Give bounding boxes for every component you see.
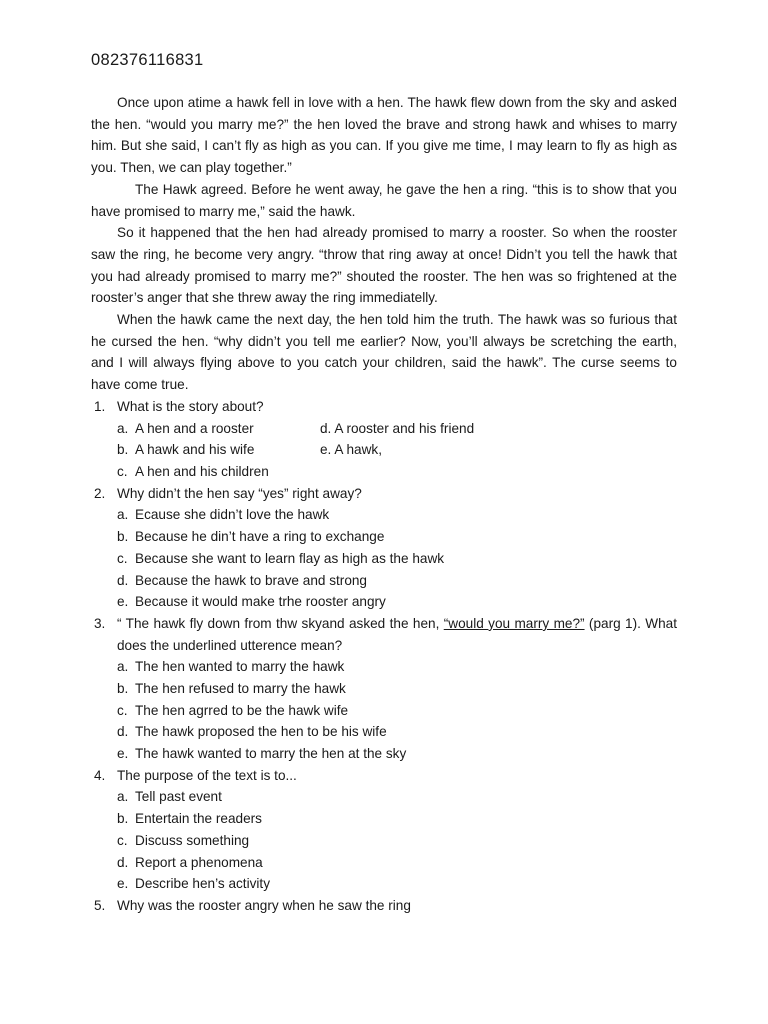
option-list (117, 656, 677, 764)
option-row (117, 461, 677, 483)
option-text: Because he din’t have a ring to exchange (135, 529, 385, 545)
option-row (117, 526, 677, 548)
option-text: The hawk wanted to marry the hen at the sky (135, 746, 407, 762)
option-text: Discuss something (135, 832, 250, 848)
option-row (117, 700, 677, 722)
option-letter: b. (117, 811, 129, 827)
option-letter: c. (117, 702, 128, 718)
option-letter: b. (117, 529, 129, 545)
question-number: 2. (94, 485, 106, 501)
option-text: Entertain the readers (135, 811, 262, 827)
question-text: Why didn’t the hen say “yes” right away? (117, 485, 362, 501)
question-text: Why was the rooster angry when he saw the ring (117, 897, 411, 913)
option-letter: a. (117, 507, 129, 523)
option-text: Because she want to learn flay as high as the hawk (135, 550, 445, 566)
option-row (117, 570, 677, 592)
option-row (117, 852, 677, 874)
option-list (117, 786, 677, 894)
option-row (117, 504, 677, 526)
option-letter: c. (117, 550, 128, 566)
option-row (117, 873, 677, 895)
question-text (117, 613, 677, 656)
option-letter: d. (117, 572, 129, 588)
underlined-utterance: “would you marry me?” (443, 615, 585, 631)
option-row (117, 743, 677, 765)
option-letter: e. (117, 746, 129, 762)
option-letter: a. (117, 789, 129, 805)
question-5 (91, 895, 677, 917)
option-row (117, 786, 677, 808)
option-list (117, 418, 677, 483)
option-text: Report a phenomena (135, 854, 263, 870)
question-number: 1. (94, 399, 106, 414)
story-paragraph: Once upon atime a hawk fell in love with a hen. The hawk flew down from the sky and asked the hen. “would you marry me?” the hen loved the brave and strong hawk and whises to marry him. But she said, I can’t fly as high as you can. If you give me time, I may learn to fly as high as you. Then, we can play together.” (91, 95, 677, 176)
option-text: A hen and his children (135, 464, 269, 480)
option-row (117, 439, 677, 461)
option-letter: c. (117, 832, 128, 848)
question-text: The purpose of the text is to... (117, 767, 297, 783)
option-row (117, 830, 677, 852)
option-text: A hawk and his wife (135, 442, 255, 458)
option-letter: a. (117, 659, 129, 675)
option-text: A hen and a rooster (135, 420, 254, 436)
option-text: The hen wanted to marry the hawk (135, 659, 345, 675)
question-text: What is the story about? (117, 399, 264, 414)
option-letter: e. (117, 876, 129, 892)
option-row (117, 548, 677, 570)
option-text: The hawk proposed the hen to be his wife (135, 724, 387, 740)
option-text: The hen agrred to be the hawk wife (135, 702, 349, 718)
option-letter: e. (117, 594, 129, 610)
option-text: Because it would make trhe rooster angry (135, 594, 386, 610)
option-row (117, 808, 677, 830)
question-text-part: “ The hawk fly down from thw skyand asked the hen, (117, 615, 444, 631)
option-row (117, 721, 677, 743)
option-letter: b. (117, 442, 129, 458)
option-text: Describe hen’s activity (135, 876, 270, 892)
question-1 (91, 396, 677, 483)
option-letter: d. (117, 724, 129, 740)
question-list (91, 396, 677, 917)
question-4 (91, 765, 677, 895)
option-row (117, 656, 677, 678)
option-text: Because the hawk to brave and strong (135, 572, 367, 588)
option-letter: b. (117, 681, 129, 696)
question-number: 3. (94, 615, 106, 631)
story-paragraph: So it happened that the hen had already promised to marry a rooster. So when the rooster saw the ring, he become very angry. “throw that ring away at once! Didn’t you tell the hawk that you had already promised to marry me?” shouted the rooster. The hen was so frightened at the rooster’s anger that she threw away the ring immediatelly. (91, 225, 677, 306)
option-text: The hen refused to marry the hawk (135, 681, 346, 696)
option-letter: a. (117, 420, 129, 436)
option-text: e. A hawk, (320, 442, 382, 458)
option-list (117, 504, 677, 612)
option-row (117, 418, 677, 440)
option-row (117, 591, 677, 613)
option-text: d. A rooster and his friend (320, 420, 475, 436)
phone-number: 082376116831 (91, 51, 204, 69)
story-text (91, 92, 677, 396)
option-text: Tell past event (135, 789, 222, 805)
question-number: 5. (94, 897, 106, 913)
option-letter: c. (117, 464, 128, 480)
question-2 (91, 483, 677, 613)
story-paragraph: The Hawk agreed. Before he went away, he gave the hen a ring. “this is to show that you have promised to marry me,” said the hawk. (91, 181, 677, 219)
story-paragraph: When the hawk came the next day, the hen told him the truth. The hawk was so furious that he cursed the hen. “why didn’t you tell me earlier? Now, you’ll always be scretching the earth, and I will always flying above to you catch your children, said the hawk”. The curse seems to have come true. (91, 312, 677, 393)
option-text: Ecause she didn’t love the hawk (135, 507, 330, 523)
question-text-part: (parg 1). What does the underlined utterence mean? (117, 615, 678, 653)
question-number: 4. (94, 767, 106, 783)
option-letter: d. (117, 854, 129, 870)
option-row (117, 678, 677, 700)
question-3 (91, 613, 677, 765)
